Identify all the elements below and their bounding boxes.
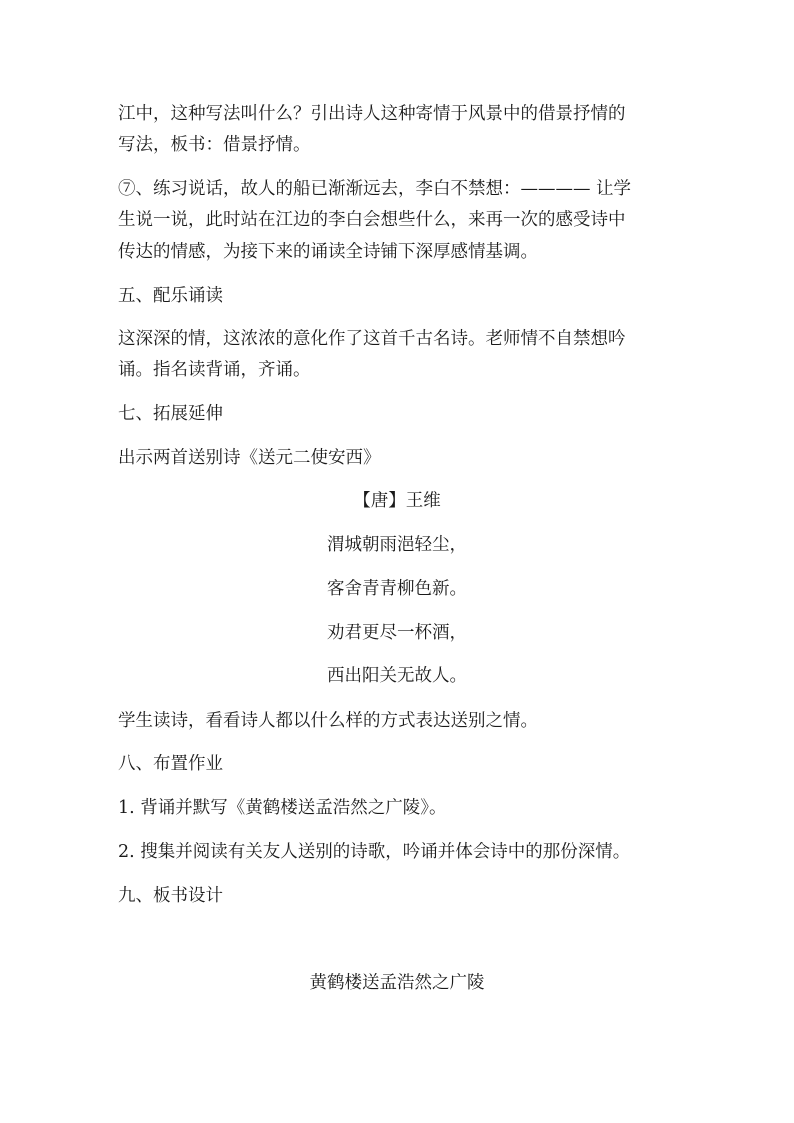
body-text-line: 生说一说，此时站在江边的李白会想些什么，来再一次的感受诗中 bbox=[118, 210, 626, 230]
body-text-line: ⑦、练习说话，故人的船已渐渐远去，李白不禁想：———— 让学 bbox=[118, 179, 632, 199]
section-heading: 五、配乐诵读 bbox=[118, 286, 223, 306]
homework-item: 2. 搜集并阅读有关友人送别的诗歌，吟诵并体会诗中的那份深情。 bbox=[118, 842, 631, 862]
section-heading: 九、板书设计 bbox=[118, 886, 223, 906]
body-text-line: 这深深的情，这浓浓的意化作了这首千古名诗。老师情不自禁想吟 bbox=[118, 329, 626, 349]
poem-verse: 渭城朝雨浥轻尘， bbox=[327, 535, 467, 555]
body-text-line: 写法，板书：借景抒情。 bbox=[118, 135, 311, 155]
body-text-line: 诵。指名读背诵，齐诵。 bbox=[118, 360, 311, 380]
body-text-line: 学生读诗，看看诗人都以什么样的方式表达送别之情。 bbox=[118, 711, 538, 731]
section-heading: 八、布置作业 bbox=[118, 754, 223, 774]
board-design-title: 黄鹤楼送孟浩然之广陵 bbox=[309, 973, 485, 993]
body-text-line: 江中，这种写法叫什么？引出诗人这种寄情于风景中的借景抒情的 bbox=[118, 104, 626, 124]
homework-item: 1. 背诵并默写《黄鹤楼送孟浩然之广陵》。 bbox=[118, 798, 447, 818]
poem-verse: 西出阳关无故人。 bbox=[327, 666, 467, 686]
poem-author: 【唐】王维 bbox=[353, 491, 441, 511]
poem-verse: 劝君更尽一杯酒， bbox=[327, 623, 467, 643]
poem-verse: 客舍青青柳色新。 bbox=[327, 579, 467, 599]
section-heading: 七、拓展延伸 bbox=[118, 404, 223, 424]
body-text-line: 出示两首送别诗《送元二使安西》 bbox=[118, 448, 381, 468]
body-text-line: 传达的情感，为接下来的诵读全诗铺下深厚感情基调。 bbox=[118, 242, 538, 262]
